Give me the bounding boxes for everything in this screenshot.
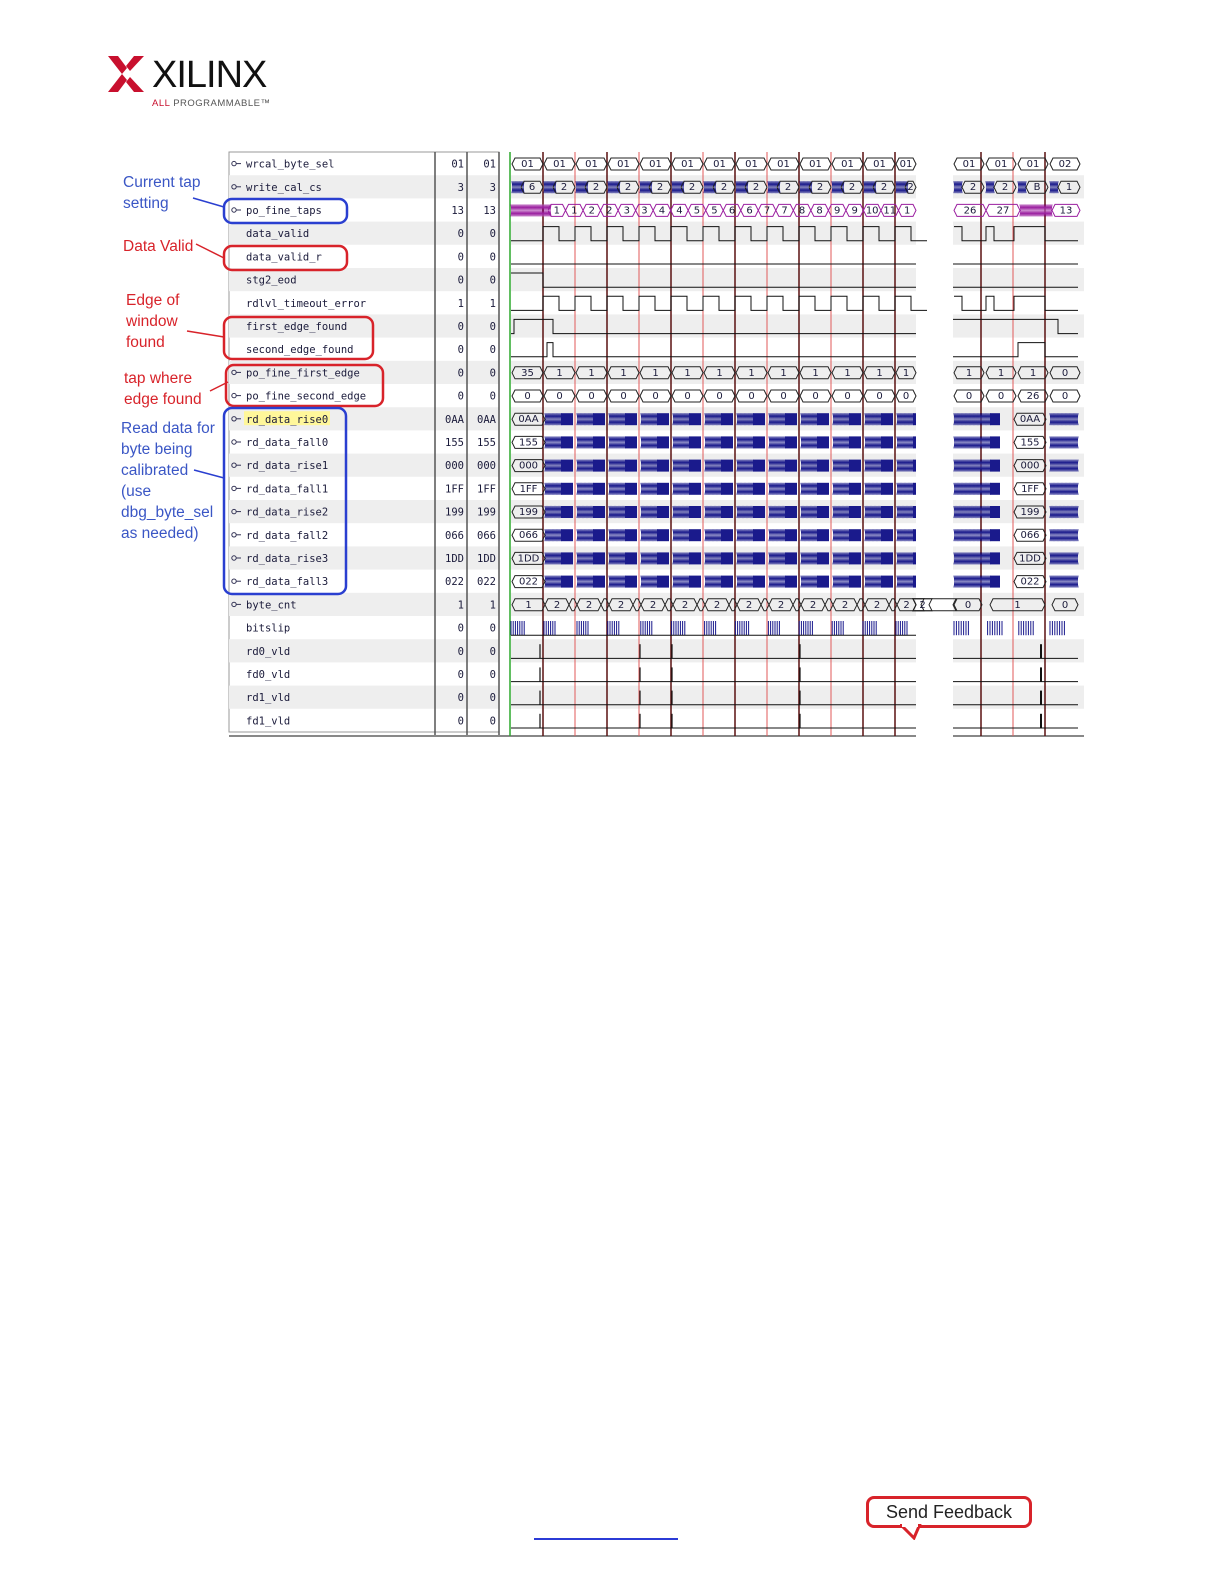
bus-value-label: 27 [996,205,1010,217]
bus-value-label: 1 [588,367,595,379]
bus-value-label: 01 [841,159,854,170]
signal-name: wrcal_byte_sel [246,158,335,171]
bus-value-label: 01 [899,159,913,170]
signal-name: rd_data_fall0 [246,437,329,449]
bus-value-label: 9 [833,205,841,217]
bus-value-label: 2 [713,599,721,611]
bus-value-label: 2 [873,599,881,611]
signal-name: fd1_vld [246,715,291,728]
bus-value-label: 1 [620,367,627,379]
signal-name: rd_data_fall1 [246,483,329,496]
bus-value-label: 2 [907,182,914,194]
signal-value-cursor2: 0AA [477,413,496,426]
annotation-tap-edge: tap where edge found [124,370,202,408]
signal-value-cursor1: 022 [445,576,464,589]
signal-value-cursor1: 066 [445,529,464,542]
signal-name: data_valid_r [246,251,322,264]
bus-value-label: 0 [844,391,851,402]
signal-name: rd_data_fall2 [246,529,329,542]
bus-value-label: 01 [681,159,694,170]
row-stripe [511,268,916,291]
bus-value-label: 0 [716,391,723,402]
bus-value-label: 6 [728,205,736,217]
signal-row-po_fine_second_edge [232,390,1080,403]
bus-value-label: 1 [997,367,1005,379]
signal-value-cursor1: 1DD [445,553,464,565]
signal-name: fd0_vld [246,669,291,681]
bus-value-label: 01 [649,159,662,170]
bus-value-label: 35 [521,367,534,379]
bus-value-label: 2 [656,182,664,194]
bus-value-label: 2 [720,182,728,194]
bus-value-label: 1 [571,205,578,217]
bus-value-label: 13 [1059,205,1073,217]
bus-value-label: 0AA [1019,414,1041,426]
bus-value-label: 2 [592,182,600,194]
signal-name: rdlvl_timeout_error [246,297,367,310]
bus-value-label: 2 [588,205,595,217]
signal-value-cursor1: 01 [451,158,464,171]
signal-name: rd0_vld [246,645,291,658]
bus-value-label: 1 [904,205,911,217]
bus-value-label: 2 [784,182,792,194]
bus-value-label: 2 [919,599,926,611]
bus-value-label: 199 [1020,507,1040,518]
bus-value-label: 2 [880,182,888,194]
signal-name: first_edge_found [246,321,348,333]
bus-value-label: 2 [841,599,849,611]
bus-value-label: 2 [624,182,632,194]
row-stripe [511,222,916,245]
bus-value-label: 1 [716,367,723,379]
signal-name: stg2_eod [246,274,297,287]
signal-value-cursor2: 1 [489,599,496,612]
bus-value-label: 199 [518,507,539,518]
bus-value-label: 0 [780,391,787,402]
bus-value-label: 0 [652,391,659,402]
bus-value-label: 2 [816,182,824,194]
signal-value-cursor2: 0 [489,251,496,264]
signal-value-cursor2: 000 [477,460,496,473]
signal-value-cursor2: 01 [483,158,496,171]
signal-value-cursor2: 13 [483,205,496,217]
bus-value-label: 1DD [1019,553,1041,565]
signal-row-po_fine_first_edge [232,367,1080,380]
signal-value-cursor1: 0 [457,321,464,333]
signal-value-cursor1: 0 [457,251,464,264]
bus-value-label: 9 [851,205,858,217]
bus-value-label: 0 [965,391,973,402]
bus-value-label: 0 [1061,599,1069,611]
row-stripe [953,314,1084,337]
bus-value-label: 1 [876,367,883,379]
bus-value-label: 0 [876,391,883,402]
bus-value-label: 4 [676,205,683,217]
annotation-data-valid: Data Valid [123,238,194,255]
bus-value-label: 2 [688,182,696,194]
bus-value-label: 1 [652,367,659,379]
bus-value-label: 1 [902,367,910,379]
row-stripe [953,686,1084,709]
signal-value-cursor1: 0 [457,669,464,681]
signal-value-cursor1: 199 [445,506,464,519]
bus-value-label: 2 [809,599,817,611]
row-stripe [511,639,916,662]
bus-value-label: 01 [521,159,534,170]
signal-name: po_fine_taps [246,205,322,217]
bus-value-label: 0AA [518,414,539,426]
signal-value-cursor2: 0 [489,228,496,241]
bus-value-label: 2 [777,599,785,611]
bus-value-label: 3 [641,205,648,217]
signal-value-cursor1: 155 [445,437,464,449]
signal-value-cursor1: 1FF [445,483,464,496]
signal-value-cursor2: 3 [489,181,496,194]
signal-value-cursor1: 1 [457,297,464,310]
bus-value-label: 0 [812,391,819,402]
brand-tagline: ALL PROGRAMMABLE™ [152,98,271,109]
bus-value-label: 01 [962,159,976,170]
bus-value-label: 1DD [517,553,540,565]
row-stripe [953,268,1084,291]
signal-value-cursor1: 0 [457,228,464,241]
bus-value-label: 1FF [1021,483,1039,495]
signal-name: data_valid [246,228,310,241]
bus-value-label: 01 [745,159,758,170]
annotation-edge-window: Edge of window found [126,292,180,351]
bus-value-label: 2 [969,182,977,194]
signal-value-cursor2: 0 [489,622,496,635]
bus-value-label: 000 [518,460,539,472]
bus-value-label: 2 [681,599,689,611]
bus-value-label: 0 [748,391,755,402]
send-feedback-button[interactable]: Send Feedback [866,1496,1032,1528]
signal-name: byte_cnt [246,599,297,612]
bus-value-label: 1 [1065,182,1073,194]
signal-name: bitslip [246,622,291,635]
signal-name: rd_data_fall3 [246,576,329,589]
bus-value-label: 2 [560,182,568,194]
row-stripe [511,314,916,337]
row-stripe [511,686,916,709]
signal-value-cursor2: 1 [489,297,496,310]
signal-value-cursor1: 0 [457,692,464,705]
brand-name: XILINX [152,54,267,96]
bus-value-label: 2 [848,182,856,194]
bus-value-label: 1 [553,205,560,217]
signal-name: rd_data_rise0 [246,413,329,426]
bus-value-label: 2 [553,599,561,611]
bus-value-label: 0 [684,391,691,402]
bus-value-label: 1FF [519,483,538,495]
bus-value-label: B [1033,182,1041,194]
signal-value-cursor1: 000 [445,460,464,473]
signal-name: rd1_vld [246,692,291,705]
bus-value-label: 2 [606,205,613,217]
bus-value-label: 1 [812,367,819,379]
bus-value-label: 1 [1014,599,1021,611]
bus-value-label: 2 [745,599,753,611]
footer-link[interactable] [534,1538,678,1540]
bus-value-label: 7 [763,205,771,217]
signal-name: second_edge_found [246,344,354,357]
signal-value-cursor2: 0 [489,715,496,728]
signal-name: po_fine_first_edge [246,367,360,380]
signal-value-cursor1: 0AA [445,413,464,426]
bus-value-label: 01 [809,159,822,170]
signal-value-cursor2: 0 [489,344,496,357]
bus-value-label: 01 [1026,159,1040,170]
bus-value-label: 1 [748,367,755,379]
bus-value-label: 26 [963,205,977,217]
signal-value-cursor2: 0 [489,645,496,658]
bus-value-label: 01 [585,159,598,170]
bus-value-label: 5 [711,205,718,217]
bus-value-label: 155 [518,437,539,449]
bus-value-label: 0 [1061,367,1069,379]
bus-value-label: 000 [1020,460,1040,472]
bus-value-label: 01 [777,159,790,170]
signal-value-cursor1: 0 [457,715,464,728]
bus-value-label: 2 [903,599,910,611]
bus-value-label: 0 [902,391,910,402]
bus-value-label: 1 [965,367,973,379]
signal-value-cursor1: 3 [457,181,464,194]
bus-value-label: 155 [1020,437,1040,449]
signal-value-cursor2: 0 [489,390,496,403]
bus-value-label: 0 [620,391,627,402]
signal-value-cursor1: 0 [457,645,464,658]
bus-value-label: 0 [556,391,563,402]
bus-value-label: 2 [585,599,593,611]
bus-value-label: 0 [964,599,972,611]
signal-value-cursor2: 066 [477,529,496,542]
bus-value-label: 01 [873,159,886,170]
annotation-current-tap: Current tap setting [123,174,201,212]
bus-value-label: 7 [781,205,788,217]
signal-value-cursor2: 0 [489,367,496,380]
bus-value-label: 6 [528,182,536,194]
signal-value-cursor1: 0 [457,274,464,287]
bus-value-label: 01 [713,159,726,170]
signal-value-cursor1: 0 [457,622,464,635]
signal-name: rd_data_rise3 [246,553,329,565]
bus-value-label: 26 [1026,391,1040,402]
bus-value-label: 8 [798,205,806,217]
signal-value-cursor1: 0 [457,344,464,357]
signal-value-cursor2: 0 [489,274,496,287]
signal-name: write_cal_cs [246,181,322,194]
bus-value-label: 3 [623,205,631,217]
signal-name: rd_data_rise2 [246,506,329,519]
bus-value-label: 066 [1020,530,1040,542]
signal-value-cursor2: 199 [477,506,496,519]
signal-name: po_fine_second_edge [246,390,367,403]
signal-value-cursor2: 1FF [477,483,496,496]
bus-value-label: 10 [865,205,879,217]
bus-value-label: 01 [994,159,1008,170]
signal-value-cursor1: 1 [457,599,464,612]
bus-value-label: 11 [883,205,897,217]
bus-value-label: 6 [746,205,753,217]
bus-value-label: 1 [525,599,532,611]
signal-value-cursor2: 0 [489,669,496,681]
bus-value-label: 0 [588,391,595,402]
bus-value-label: 0 [524,391,531,402]
signal-value-cursor1: 0 [457,367,464,380]
signal-value-cursor2: 1DD [477,553,496,565]
bus-value-label: 1 [556,367,563,379]
signal-value-cursor2: 0 [489,692,496,705]
bus-value-label: 8 [816,205,823,217]
signal-name: rd_data_rise1 [246,460,329,473]
signal-value-cursor2: 022 [477,576,496,589]
row-stripe [953,222,1084,245]
bus-value-label: 0 [1061,391,1069,402]
bus-value-label: 02 [1058,159,1072,170]
bus-value-label: 1 [844,367,851,379]
bus-value-label: 4 [658,205,666,217]
feedback-tail-icon [900,1524,922,1540]
waveform-trace [511,296,927,310]
bus-value-label: 066 [518,530,539,542]
bus-value-label: 01 [617,159,630,170]
signal-value-cursor2: 0 [489,321,496,333]
bus-value-label: 1 [1029,367,1037,379]
bus-value-label: 1 [684,367,691,379]
bus-value-label: 0 [997,391,1005,402]
signal-value-cursor1: 0 [457,390,464,403]
bus-value-label: 022 [518,576,539,588]
bus-value-label: 01 [553,159,566,170]
signal-value-cursor2: 155 [477,437,496,449]
annotation-read-data: Read data for byte being calibrated (use dbg_byte_sel as needed) [121,420,215,542]
bus-value-label: 022 [1020,576,1040,588]
bus-value-label: 2 [1001,182,1009,194]
signal-value-cursor1: 13 [451,205,464,217]
bus-value-label: 1 [780,367,787,379]
bus-value-label: 2 [752,182,760,194]
row-stripe [511,361,916,384]
row-stripe [953,639,1084,662]
bus-value-label: 2 [649,599,657,611]
bus-value-label: 5 [693,205,701,217]
bus-value-label: 2 [617,599,625,611]
